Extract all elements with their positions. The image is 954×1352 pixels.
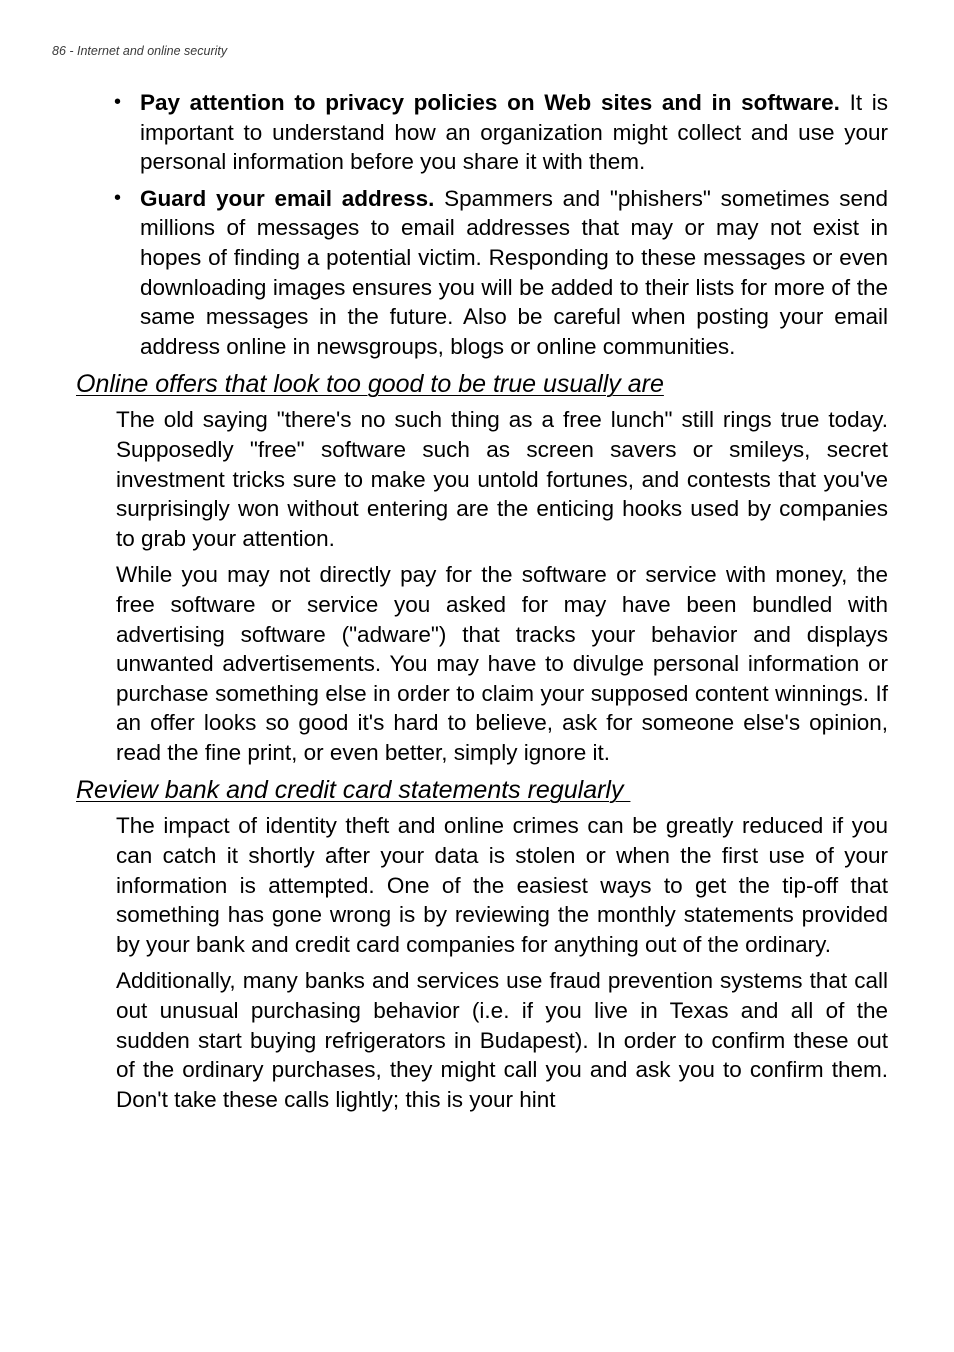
- bullet-icon: •: [114, 186, 122, 209]
- section-heading-online-offers: Online offers that look too good to be true usually are: [76, 370, 664, 399]
- bullet-icon: •: [114, 91, 122, 113]
- bullet-item-privacy-policies: [114, 88, 888, 177]
- paragraph-identity-theft: The impact of identity theft and online crimes can be greatly reduced if you can catch it shortly after your data is stolen or when the first use of your information is attempted. One of the easiest ways to get the tip-off that something has gone wrong is by reviewing the monthly statements provided by your bank and credit card companies for anything out of the ordinary.: [116, 813, 888, 957]
- bullet-item-guard-email: [114, 184, 888, 362]
- paragraph-free-lunch: The old saying "there's no such thing as a free lunch" still rings true today. Supposedly "free" software such as screen savers or smileys, secret investment tricks sure to make you untold fortunes, and contests that you've surprisingly won without entering are the enticing hooks used by companies to grab your attention.: [116, 407, 888, 551]
- tips-bullet-list: [0, 88, 954, 361]
- bullet-body-text: Spammers and "phishers" sometimes send millions of messages to email addresses that may or may not exist in hopes of finding a potential victim. Responding to these messages or even downloading images ensures you will be added to their lists for more of the same messages in the future. Also be careful when posting your email address online in newsgroups, blogs or online communities.: [140, 185, 888, 359]
- bullet-body-text: It is important to understand how an organization might collect and use your personal information before you share it with them.: [140, 90, 888, 175]
- running-header: 86 - Internet and online security: [52, 44, 228, 58]
- bullet-lead-text: Pay attention to privacy policies on Web sites and in software.: [140, 90, 840, 115]
- page-content: [0, 88, 954, 1121]
- bullet-lead-text: Guard your email address.: [140, 185, 435, 211]
- section-heading-review-statements: Review bank and credit card statements regularly: [76, 776, 631, 805]
- paragraph-fraud-prevention: Additionally, many banks and services use fraud prevention systems that call out unusual purchasing behavior (i.e. if you live in Texas and all of the sudden start buying refrigerators in Budapest). In order to confirm these out of the ordinary purchases, they might call you and ask you to confirm them. Don't take these calls lightly; this is your hint: [116, 968, 888, 1112]
- paragraph-adware: While you may not directly pay for the software or service with money, the free software or service you asked for may have been bundled with advertising software ("adware") that tracks your behavior and displays unwanted advertisements. You may have to divulge personal information or purchase something else in order to claim your supposed content winnings. If an offer looks so good it's hard to believe, ask for someone else's opinion, read the fine print, or even better, simply ignore it.: [116, 562, 888, 765]
